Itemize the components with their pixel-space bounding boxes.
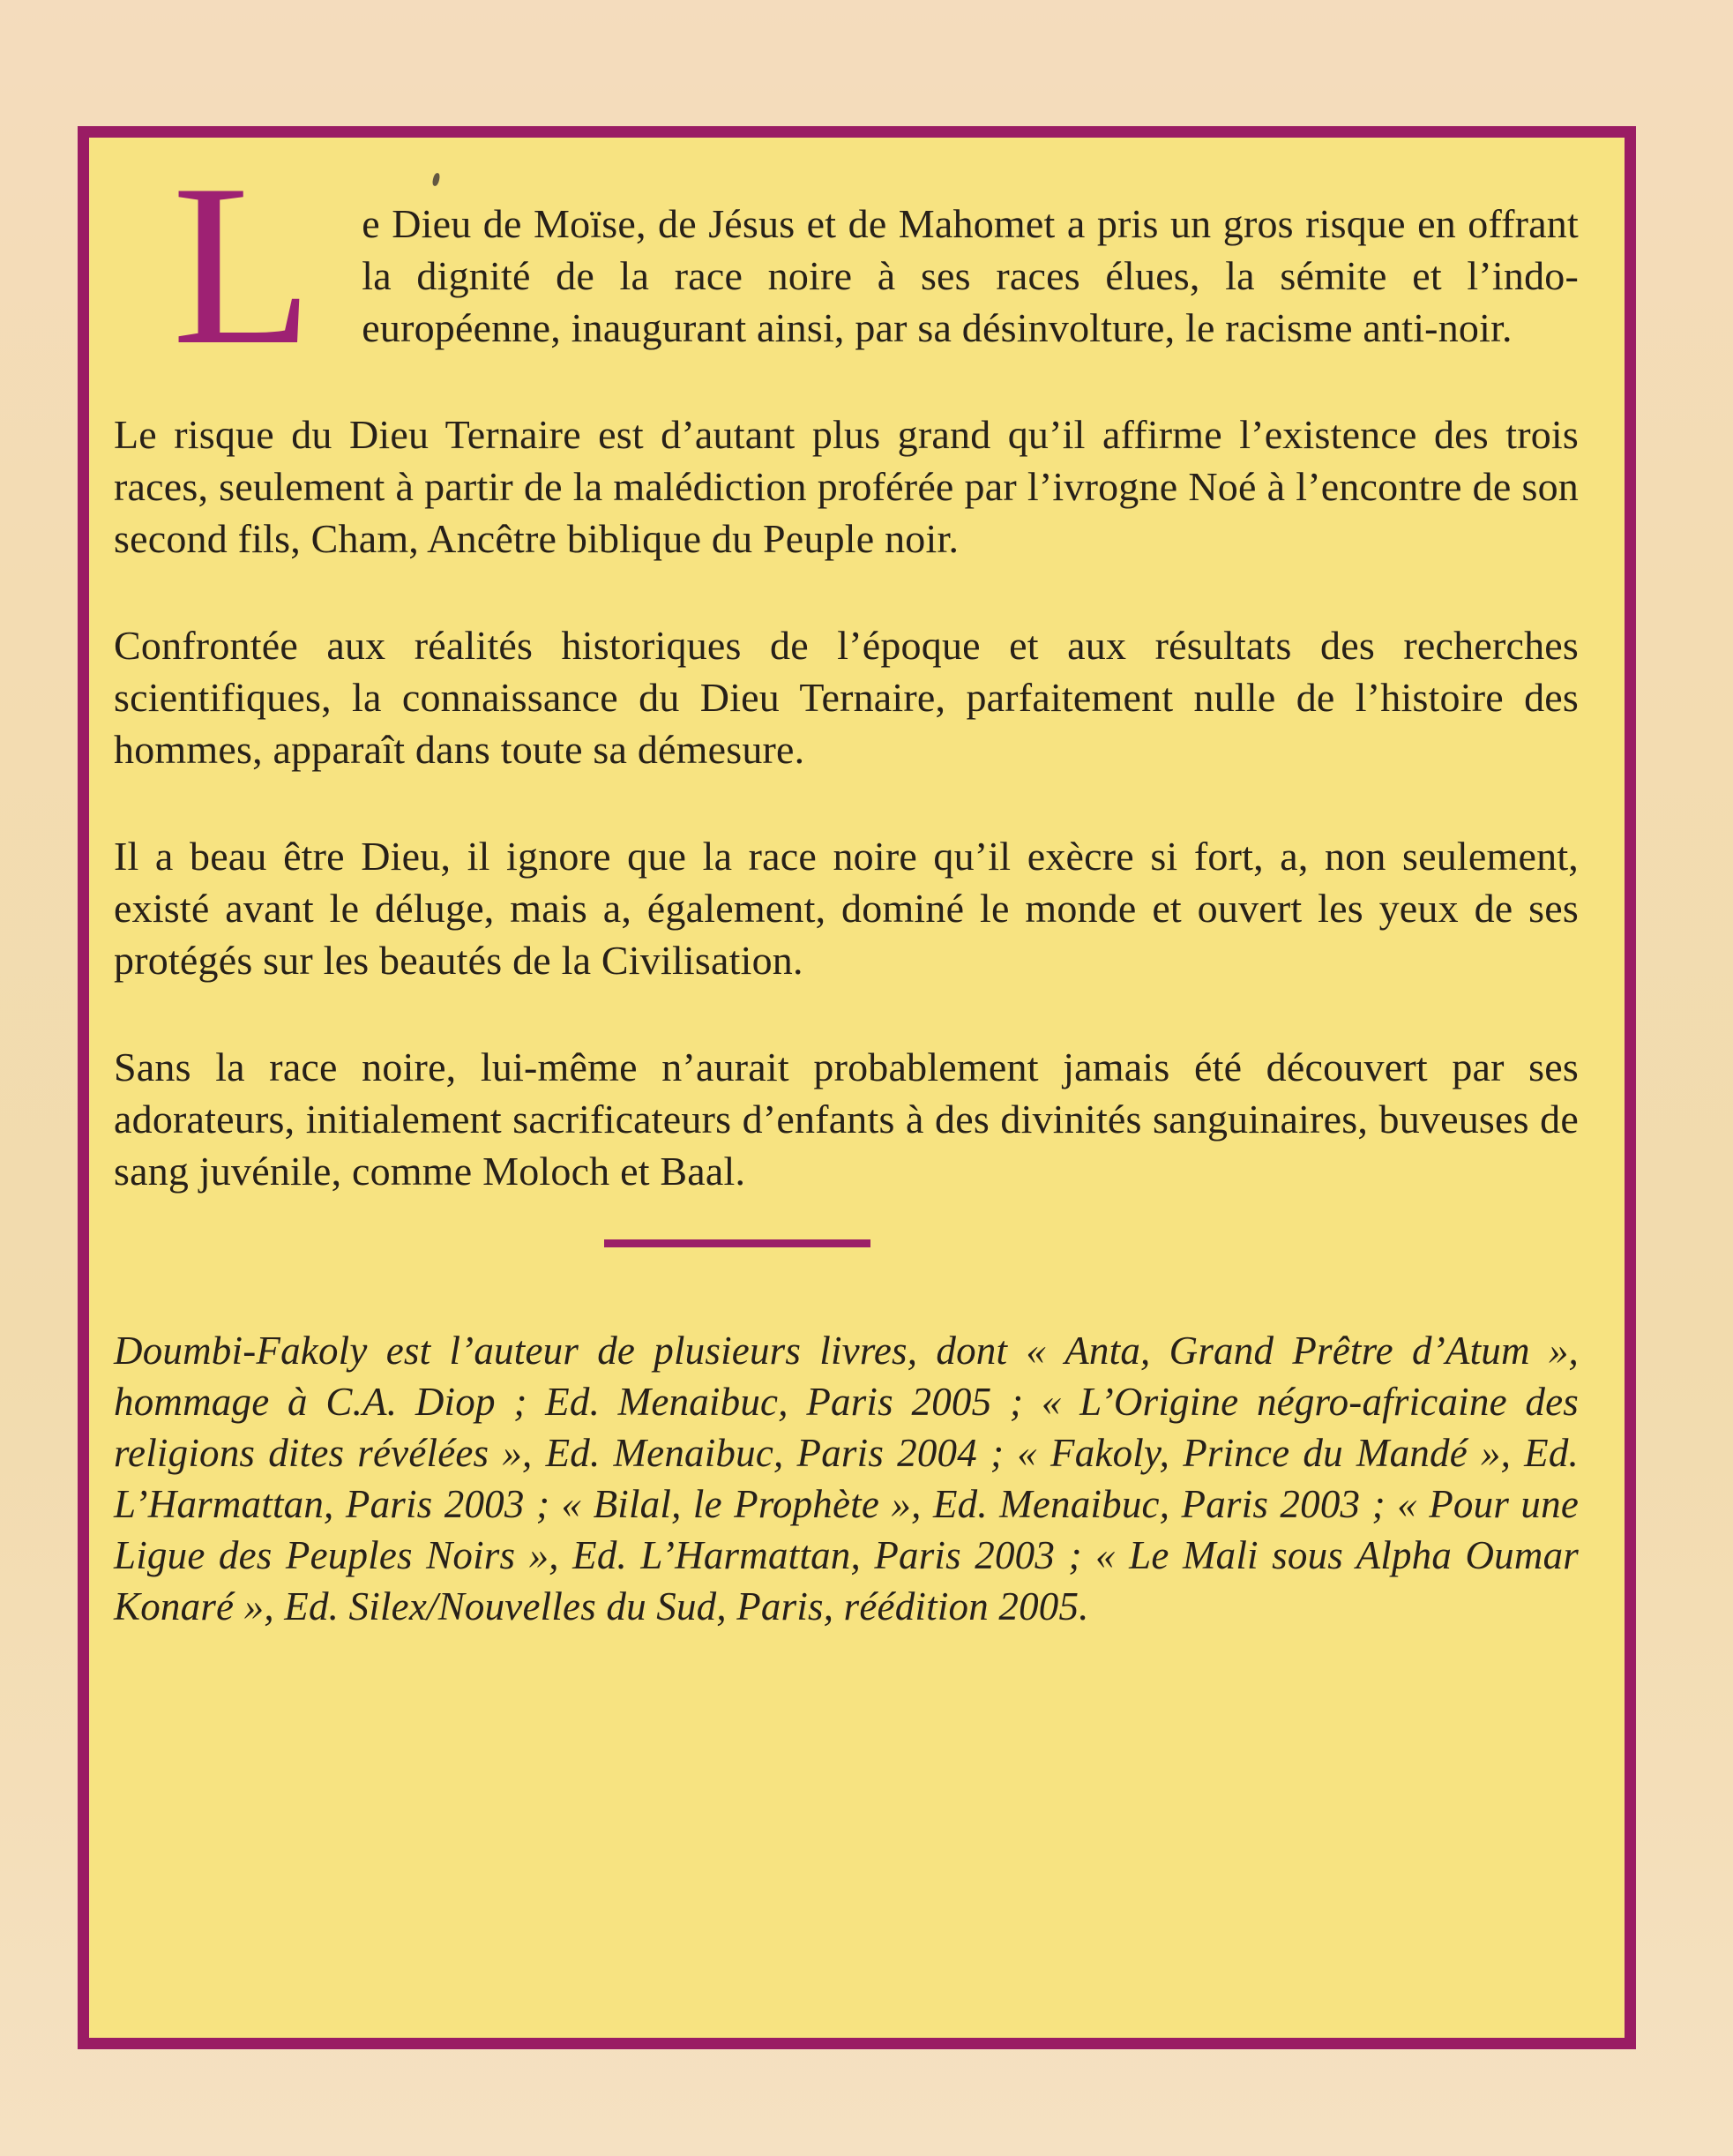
section-divider-rule [604,1239,870,1247]
paragraph-1 [114,137,1579,393]
author-bio: Doumbi-Fakoly est l’auteur de plusieurs livres, dont « Anta, Grand Prêtre d’Atum », hommage à C.A. Diop ; Ed. Menaibuc, Paris 2005 ; « L’Origine négro-africaine des religions dites révélées », Ed. Menaibuc, Paris 2004 ; « Fakoly, Prince du Mandé », Ed. L’Harmattan, Paris 2003 ; « Bilal, le Prophète », Ed. Menaibuc, Paris 2003 ; « Pour une Ligue des Peuples Noirs », Ed. L’Harmattan, Paris 2003 ; « Le Mali sous Alpha Oumar Konaré », Ed. Silex/Nouvelles du Sud, Paris, réédition 2005. [114,1329,1579,1628]
framed-text-panel [78,126,1636,2049]
scan-speck [431,172,440,186]
paragraph-1-text: e Dieu de Moïse, de Jésus et de Mahomet a pris un gros risque en offrant la dignité de la race noire à ses races élues, la sémite et l’indo-européenne, inaugurant ainsi, par sa désinvolture, le racisme anti-noir. [362,201,1579,350]
dropcap-letter: L [172,137,314,393]
blurb-text [114,137,1579,1197]
paragraph-4: Il a beau être Dieu, il ignore que la race noire qu’il exècre si fort, a, non seulement, existé avant le déluge, mais a, également, dominé le monde et ouvert les yeux de ses protégés sur les beautés de la Civilisation. [114,834,1579,983]
paragraph-5: Sans la race noire, lui-même n’aurait probablement jamais été découvert par ses adorateurs, initialement sacrificateurs d’enfants à des divinités sanguinaires, buveuses de sang juvénile, comme Moloch et Baal. [114,1044,1579,1194]
paragraph-3: Confrontée aux réalités historiques de l’époque et aux résultats des recherches scientifiques, la connaissance du Dieu Ternaire, parfaitement nulle de l’histoire des hommes, apparaît dans toute sa démesure. [114,623,1579,772]
paragraph-2: Le risque du Dieu Ternaire est d’autant plus grand qu’il affirme l’existence des trois races, seulement à partir de la malédiction proférée par l’ivrogne Noé à l’encontre de son second fils, Cham, Ancêtre biblique du Peuple noir. [114,412,1579,561]
